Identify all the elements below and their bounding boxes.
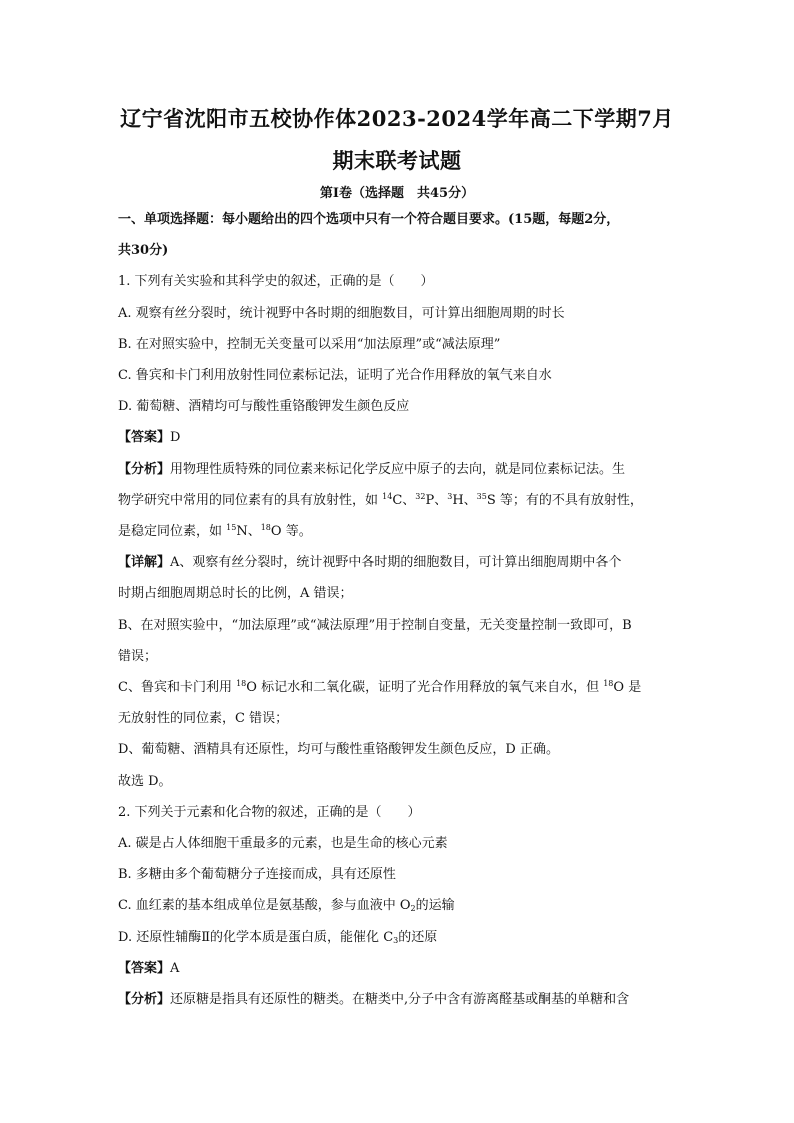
q1-analysis-line1: 【分析】用物理性质特殊的同位素来标记化学反应中原子的去向，就是同位素标记法。生 bbox=[118, 461, 626, 477]
q2-analysis-line1: 【分析】还原糖是指具有还原性的糖类。在糖类中,分子中含有游离醛基或酮基的单糖和含 bbox=[118, 992, 630, 1008]
q2-answer bbox=[118, 953, 676, 984]
q1-detail-d: D、葡萄糖、酒精具有还原性，均可与酸性重铬酸钾发生颜色反应，D 正确。 bbox=[118, 742, 559, 758]
document-title-line1: 辽宁省沈阳市五校协作体2023-2024学年高二下学期7月 bbox=[120, 106, 674, 131]
q1-detail-c1: C、鲁宾和卡门利用 $^{18}$O 标记水和二氧化碳，证明了光合作用释放的氧气来自水，但 $^{18}$O 是 bbox=[118, 679, 642, 696]
part1-instructions: 一、单项选择题：每小题给出的四个选项中只有一个符合题目要求。(15题，每题2分， bbox=[118, 212, 620, 227]
part1-instructions-cont: 共30分) bbox=[118, 243, 169, 259]
q1-detail-c2: 无放射性的同位素，C 错误； bbox=[118, 711, 289, 727]
q2-option-b: B. 多糖由多个葡萄糖分子连接而成，具有还原性 bbox=[118, 867, 396, 883]
q2-option-c: C. 血红素的基本组成单位是氨基酸，参与血液中 $O_2$的运输 bbox=[118, 898, 455, 914]
answer-value: D bbox=[170, 430, 181, 446]
q1-detail-b1: B、在对照实验中，“加法原理”或“减法原理”用于控制自变量，无关变量控制一致即可，B bbox=[118, 617, 632, 633]
q2-stem: 2. 下列关于元素和化合物的叙述，正确的是（ ） bbox=[118, 804, 421, 820]
detail-tag: 【详解】 bbox=[118, 555, 171, 571]
q1-answer bbox=[118, 422, 676, 453]
q1-detail-a2: 时期占细胞周期总时长的比例，A 错误； bbox=[118, 586, 353, 602]
q1-conclusion: 故选 D。 bbox=[118, 773, 172, 789]
q2-option-d: D. 还原性辅酶Ⅱ的化学本质是蛋白质，能催化 $C_3$的还原 bbox=[118, 929, 438, 945]
q1-stem: 1. 下列有关实验和其科学史的叙述，正确的是（ ） bbox=[118, 274, 434, 290]
q1-detail-a1: 【详解】A、观察有丝分裂时，统计视野中各时期的细胞数目，可计算出细胞周期中各个 bbox=[118, 555, 622, 571]
q1-option-a: A. 观察有丝分裂时，统计视野中各时期的细胞数目，可计算出细胞周期的时长 bbox=[118, 305, 565, 321]
answer-tag: 【答案】 bbox=[118, 430, 171, 446]
q1-option-d: D. 葡萄糖、酒精均可与酸性重铬酸钾发生颜色反应 bbox=[118, 399, 410, 415]
q1-analysis-line2: 物学研究中常用的同位素有的具有放射性，如 $^{14}$C、$^{32}$P、$^3$H、$^{35}$S 等；有的不具有放射性， bbox=[118, 491, 643, 508]
analysis-tag: 【分析】 bbox=[118, 992, 171, 1008]
q2-option-a: A. 碳是占人体细胞干重最多的元素，也是生命的核心元素 bbox=[118, 836, 448, 852]
q1-option-b: B. 在对照实验中，控制无关变量可以采用“加法原理”或“减法原理” bbox=[118, 336, 501, 352]
answer-tag: 【答案】 bbox=[118, 960, 171, 976]
section-header: 第Ⅰ卷（选择题 共45分） bbox=[319, 186, 475, 201]
q1-analysis-line3: 是稳定同位素，如 $^{15}$N、$^{18}$O 等。 bbox=[118, 523, 312, 540]
answer-value: A bbox=[170, 960, 180, 976]
document-title-line2: 期末联考试题 bbox=[332, 148, 462, 173]
q1-detail-b2: 错误； bbox=[118, 648, 158, 664]
q1-option-c: C. 鲁宾和卡门利用放射性同位素标记法，证明了光合作用释放的氧气来自水 bbox=[118, 368, 552, 384]
analysis-tag: 【分析】 bbox=[118, 461, 171, 477]
